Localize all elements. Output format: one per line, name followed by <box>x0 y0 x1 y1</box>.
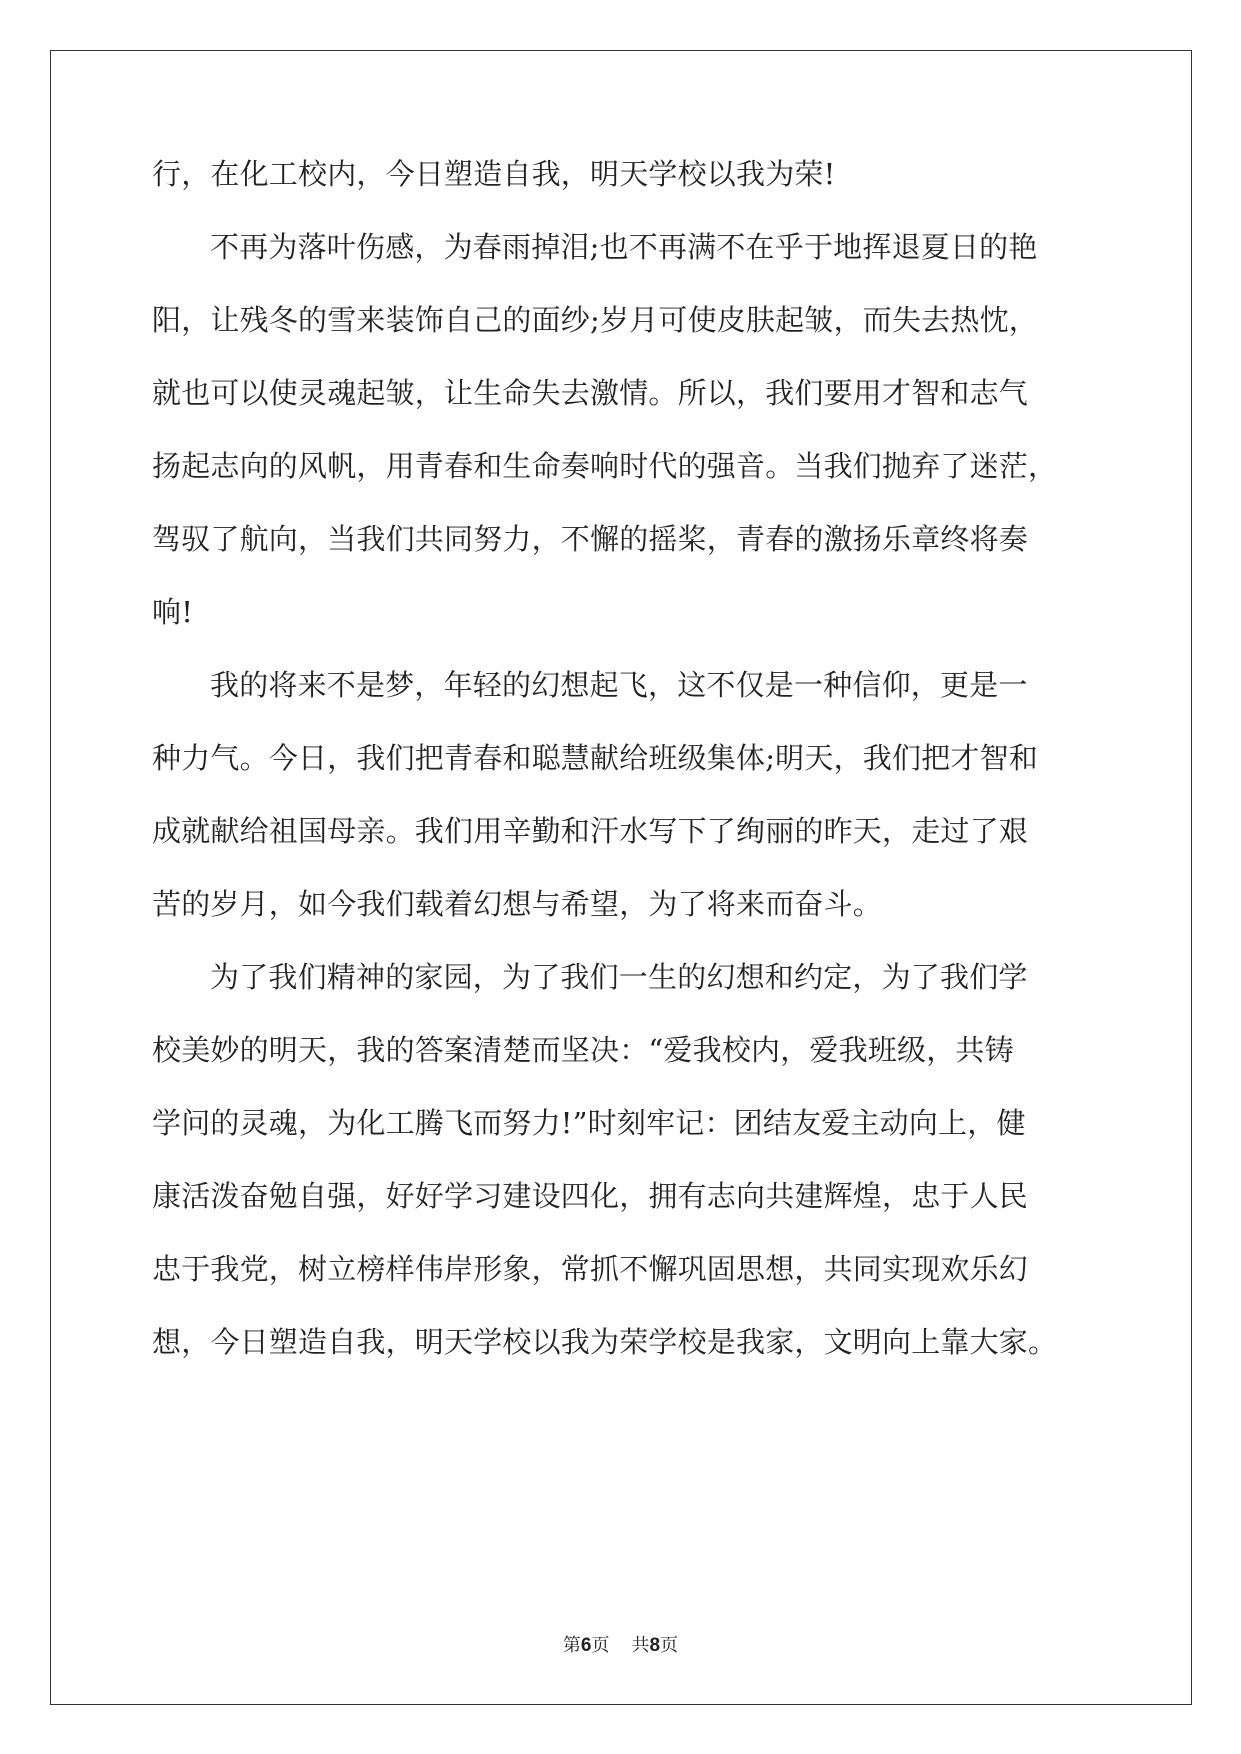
current-page-number: 6 <box>580 1635 592 1656</box>
footer-total-prefix: 共 <box>631 1635 650 1656</box>
text-line: 学问的灵魂，为化工腾飞而努力!”时刻牢记：团结友爱主动向上，健 <box>152 1106 1026 1140</box>
page-footer <box>0 1634 1241 1658</box>
text-line: 种力气。今日，我们把青春和聪慧献给班级集体;明天，我们把才智和 <box>152 741 1038 775</box>
text-line: 忠于我党，树立榜样伟岸形象，常抓不懈巩固思想，共同实现欢乐幻 <box>152 1252 1029 1286</box>
footer-total-suffix: 页 <box>660 1635 679 1656</box>
text-line: 就也可以使灵魂起皱，让生命失去激情。所以，我们要用才智和志气 <box>152 376 1029 410</box>
page-border <box>50 50 1192 1705</box>
text-line: 成就献给祖国母亲。我们用辛勤和汗水写下了绚丽的昨天，走过了艰 <box>152 814 1029 848</box>
text-line: 驾驭了航向，当我们共同努力，不懈的摇桨，青春的激扬乐章终将奏 <box>152 522 1029 556</box>
text-line: 校美妙的明天，我的答案清楚而坚决：“爱我校内，爱我班级，共铸 <box>152 1033 1014 1067</box>
footer-page-suffix: 页 <box>591 1635 610 1656</box>
footer-prefix: 第 <box>562 1635 581 1656</box>
text-line: 行，在化工校内，今日塑造自我，明天学校以我为荣! <box>152 157 836 191</box>
text-line: 响! <box>152 595 194 629</box>
text-line: 阳，让残冬的雪来装饰自己的面纱;岁月可使皮肤起皱，而失去热忱， <box>152 303 1038 337</box>
paragraph-start-line: 我的将来不是梦，年轻的幻想起飞，这不仅是一种信仰，更是一 <box>210 668 1028 702</box>
total-page-number: 8 <box>649 1635 661 1656</box>
paragraph-start-line: 为了我们精神的家园，为了我们一生的幻想和约定，为了我们学 <box>210 960 1028 994</box>
text-line: 康活泼奋勉自强，好好学习建设四化，拥有志向共建辉煌，忠于人民 <box>152 1179 1029 1213</box>
text-line: 想，今日塑造自我，明天学校以我为荣学校是我家，文明向上靠大家。 <box>152 1325 1058 1359</box>
text-line: 苦的岁月，如今我们载着幻想与希望，为了将来而奋斗。 <box>152 887 883 921</box>
text-line: 扬起志向的风帆，用青春和生命奏响时代的强音。当我们抛弃了迷茫， <box>152 449 1058 483</box>
paragraph-start-line: 不再为落叶伤感，为春雨掉泪;也不再满不在乎于地挥退夏日的艳 <box>210 230 1038 264</box>
